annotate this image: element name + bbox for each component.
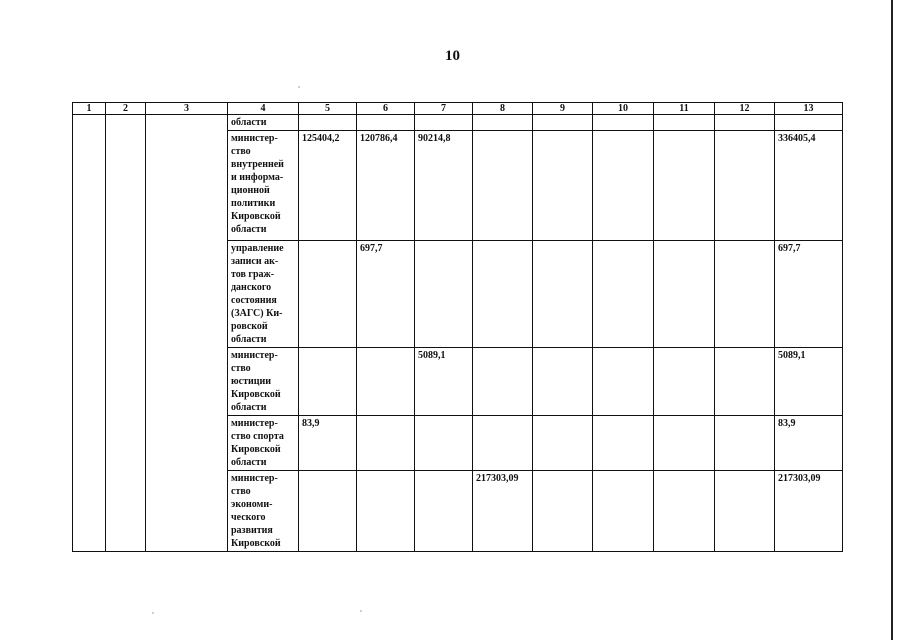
empty-cell xyxy=(715,348,775,416)
col-header: 12 xyxy=(715,103,775,115)
scan-speck xyxy=(360,610,362,612)
empty-cell xyxy=(654,416,715,471)
page-number: 10 xyxy=(445,48,460,64)
col-header: 7 xyxy=(415,103,473,115)
scan-speck xyxy=(152,612,154,614)
empty-cell xyxy=(593,115,654,131)
value-cell-v8 xyxy=(473,115,533,131)
value-cell-v6 xyxy=(357,471,415,552)
col-header: 10 xyxy=(593,103,654,115)
value-cell-v6: 697,7 xyxy=(357,241,415,348)
value-cell-v5 xyxy=(299,241,357,348)
value-cell-v13: 83,9 xyxy=(775,416,843,471)
value-cell-v6 xyxy=(357,416,415,471)
organization-name-cell: министер- ство экономи- ческого развития Кировской xyxy=(228,471,299,552)
empty-cell xyxy=(106,115,146,552)
empty-cell xyxy=(593,241,654,348)
empty-cell xyxy=(715,241,775,348)
value-cell-v8 xyxy=(473,131,533,241)
value-cell-v13: 697,7 xyxy=(775,241,843,348)
empty-cell xyxy=(73,115,106,552)
organization-name-cell: управление записи ак- тов граж- данского состояния (ЗАГС) Ки- ровской области xyxy=(228,241,299,348)
value-cell-v13: 5089,1 xyxy=(775,348,843,416)
col-header: 8 xyxy=(473,103,533,115)
budget-table xyxy=(72,102,843,552)
empty-cell xyxy=(654,471,715,552)
col-header: 11 xyxy=(654,103,715,115)
value-cell-v6: 120786,4 xyxy=(357,131,415,241)
empty-cell xyxy=(533,241,593,348)
empty-cell xyxy=(533,115,593,131)
col-header: 1 xyxy=(73,103,106,115)
col-header: 2 xyxy=(106,103,146,115)
value-cell-v5 xyxy=(299,471,357,552)
col-header: 13 xyxy=(775,103,843,115)
value-cell-v7 xyxy=(415,416,473,471)
value-cell-v8: 217303,09 xyxy=(473,471,533,552)
value-cell-v6 xyxy=(357,115,415,131)
scan-speck xyxy=(298,86,300,88)
value-cell-v8 xyxy=(473,348,533,416)
empty-cell xyxy=(715,115,775,131)
scan-edge-line xyxy=(891,0,893,640)
value-cell-v5: 83,9 xyxy=(299,416,357,471)
col-header: 9 xyxy=(533,103,593,115)
col-header: 3 xyxy=(146,103,228,115)
empty-cell xyxy=(654,115,715,131)
organization-name-cell: области xyxy=(228,115,299,131)
col-header: 6 xyxy=(357,103,415,115)
header-row xyxy=(73,103,843,115)
value-cell-v13 xyxy=(775,115,843,131)
value-cell-v13: 336405,4 xyxy=(775,131,843,241)
empty-cell xyxy=(593,131,654,241)
value-cell-v5 xyxy=(299,115,357,131)
empty-cell xyxy=(593,348,654,416)
empty-cell xyxy=(715,131,775,241)
empty-cell xyxy=(533,471,593,552)
value-cell-v13: 217303,09 xyxy=(775,471,843,552)
empty-cell xyxy=(715,471,775,552)
organization-name-cell: министер- ство спорта Кировской области xyxy=(228,416,299,471)
organization-name-cell: министер- ство внутренней и информа- ционной политики Кировской области xyxy=(228,131,299,241)
empty-cell xyxy=(533,131,593,241)
value-cell-v5 xyxy=(299,348,357,416)
organization-name-cell: министер- ство юстиции Кировской области xyxy=(228,348,299,416)
empty-cell xyxy=(146,115,228,552)
value-cell-v7: 90214,8 xyxy=(415,131,473,241)
empty-cell xyxy=(593,471,654,552)
value-cell-v5: 125404,2 xyxy=(299,131,357,241)
empty-cell xyxy=(715,416,775,471)
table-row xyxy=(73,115,843,131)
value-cell-v7: 5089,1 xyxy=(415,348,473,416)
value-cell-v7 xyxy=(415,115,473,131)
value-cell-v7 xyxy=(415,241,473,348)
empty-cell xyxy=(593,416,654,471)
empty-cell xyxy=(533,416,593,471)
value-cell-v8 xyxy=(473,416,533,471)
empty-cell xyxy=(654,131,715,241)
empty-cell xyxy=(654,241,715,348)
value-cell-v7 xyxy=(415,471,473,552)
col-header: 4 xyxy=(228,103,299,115)
col-header: 5 xyxy=(299,103,357,115)
value-cell-v8 xyxy=(473,241,533,348)
empty-cell xyxy=(533,348,593,416)
value-cell-v6 xyxy=(357,348,415,416)
empty-cell xyxy=(654,348,715,416)
